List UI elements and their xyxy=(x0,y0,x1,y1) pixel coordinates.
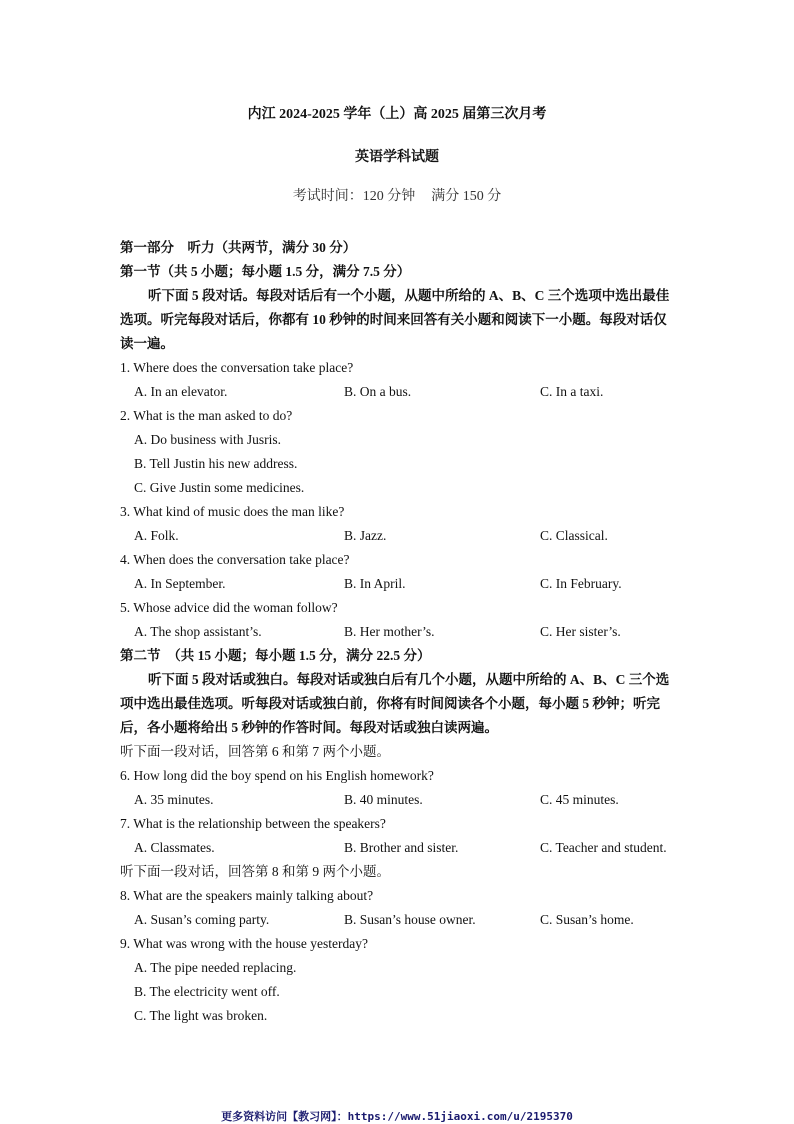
option-a: A. The pipe needed replacing. xyxy=(134,960,297,975)
option-c: C. Give Justin some medicines. xyxy=(134,480,305,495)
option-b: B. In April. xyxy=(344,576,406,591)
option-a: A. Do business with Jusris. xyxy=(134,432,282,447)
exam-time-info xyxy=(0,185,794,205)
exam-title: 内江 2024-2025 学年（上）高 2025 届第三次月考 xyxy=(247,107,547,122)
option-c: C. The light was broken. xyxy=(134,1008,268,1023)
section1-instructions: 听下面 5 段对话。每段对话后有一个小题，从题中所给的 A、B、C 三个选项中选出最佳选项。听完每段对话后，你都有 10 秒钟的时间来回答有关小题和阅读下一小题。每段对话仅读一遍。 xyxy=(120,288,670,351)
question-1-options xyxy=(120,380,680,404)
question-1: 1. Where does the conversation take place? xyxy=(120,360,354,375)
exam-content xyxy=(120,236,680,1028)
option-c: C. Susan’s home. xyxy=(540,912,634,927)
question-6-options xyxy=(120,788,680,812)
question-7: 7. What is the relationship between the speakers? xyxy=(120,816,386,831)
exam-total-score: 满分 150 分 xyxy=(431,189,502,204)
section2-instructions: 听下面 5 段对话或独白。每段对话或独白后有几个小题，从题中所给的 A、B、C 三个选项中选出最佳选项。听每段对话或独白前，你将有时间阅读各个小题，每小题 5 秒钟；听完后，各小题将给出 5 秒钟的作答时间。每段对话或独白读两遍。 xyxy=(120,672,670,735)
option-a: A. In an elevator. xyxy=(134,384,228,399)
question-3: 3. What kind of music does the man like? xyxy=(120,504,345,519)
question-5-options xyxy=(120,620,680,644)
exam-duration: 考试时间：120 分钟 xyxy=(292,189,416,204)
listening-note-2: 听下面一段对话，回答第 8 和第 9 两个小题。 xyxy=(120,864,390,879)
question-4: 4. When does the conversation take place? xyxy=(120,552,350,567)
option-a: A. The shop assistant’s. xyxy=(134,624,262,639)
option-a: A. Folk. xyxy=(134,528,179,543)
question-8: 8. What are the speakers mainly talking about? xyxy=(120,888,374,903)
footer-link[interactable]: 更多资料访问【教习网】：https://www.51jiaoxi.com/u/2195370 xyxy=(221,1110,573,1123)
option-a: A. In September. xyxy=(134,576,226,591)
exam-subject: 英语学科试题 xyxy=(355,150,439,165)
option-b: B. Her mother’s. xyxy=(344,624,435,639)
question-9: 9. What was wrong with the house yesterday? xyxy=(120,936,368,951)
part1-heading: 第一部分 听力（共两节，满分 30 分） xyxy=(120,240,357,255)
question-8-options xyxy=(120,908,680,932)
question-2: 2. What is the man asked to do? xyxy=(120,408,293,423)
question-7-options xyxy=(120,836,680,860)
option-c: C. 45 minutes. xyxy=(540,792,619,807)
question-6: 6. How long did the boy spend on his English homework? xyxy=(120,768,434,783)
option-c: C. Teacher and student. xyxy=(540,840,667,855)
question-4-options xyxy=(120,572,680,596)
option-c: C. In February. xyxy=(540,576,622,591)
option-b: B. Jazz. xyxy=(344,528,387,543)
option-b: B. Susan’s house owner. xyxy=(344,912,476,927)
listening-note-1: 听下面一段对话，回答第 6 和第 7 两个小题。 xyxy=(120,744,390,759)
option-a: A. Classmates. xyxy=(134,840,215,855)
section1-heading: 第一节（共 5 小题；每小题 1.5 分，满分 7.5 分） xyxy=(120,264,411,279)
option-c: C. Classical. xyxy=(540,528,608,543)
option-a: A. 35 minutes. xyxy=(134,792,214,807)
option-c: C. Her sister’s. xyxy=(540,624,621,639)
option-b: B. On a bus. xyxy=(344,384,412,399)
option-b: B. Tell Justin his new address. xyxy=(134,456,298,471)
question-5: 5. Whose advice did the woman follow? xyxy=(120,600,338,615)
option-b: B. The electricity went off. xyxy=(134,984,280,999)
section2-heading: 第二节 （共 15 小题；每小题 1.5 分，满分 22.5 分） xyxy=(120,648,431,663)
question-3-options xyxy=(120,524,680,548)
option-c: C. In a taxi. xyxy=(540,384,604,399)
option-b: B. 40 minutes. xyxy=(344,792,423,807)
option-a: A. Susan’s coming party. xyxy=(134,912,270,927)
option-b: B. Brother and sister. xyxy=(344,840,459,855)
